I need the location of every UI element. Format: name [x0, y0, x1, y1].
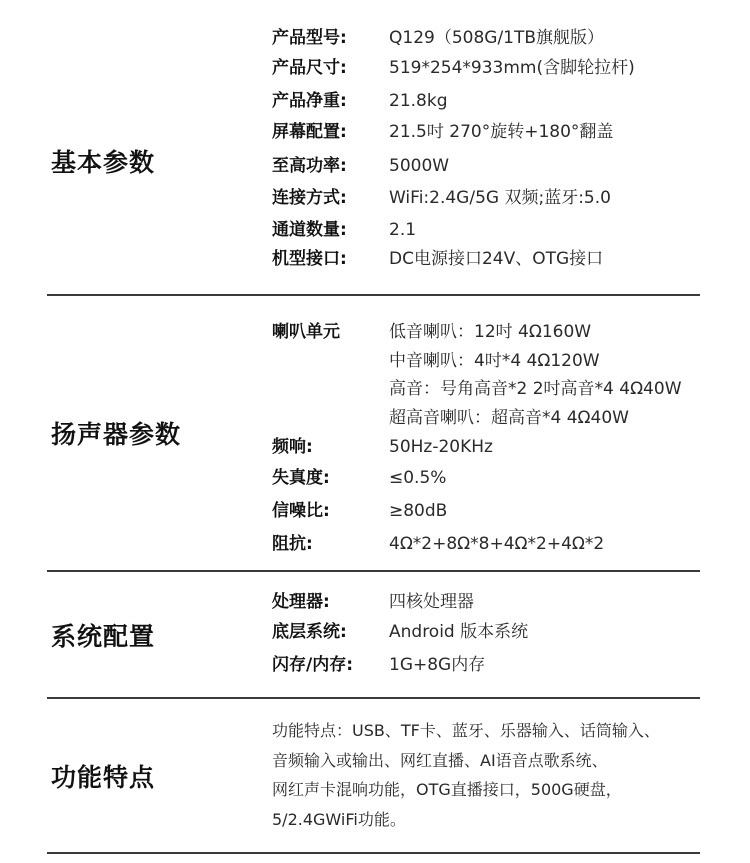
section-divider [47, 570, 700, 572]
features-line: 功能特点：USB、TF卡、蓝牙、乐器输入、话筒输入、 [272, 721, 660, 740]
spec-value: Q129（508G/1TB旗舰版） [389, 28, 605, 48]
spec-value: 四核处理器 [389, 592, 474, 612]
section-title-system: 系统配置 [51, 622, 156, 651]
spec-value: 中音喇叭：4吋*4 4Ω120W [389, 351, 600, 371]
section-title-basic: 基本参数 [51, 148, 156, 177]
spec-value: 21.5吋 270°旋转+180°翻盖 [389, 122, 614, 142]
spec-value: 2.1 [389, 220, 417, 240]
spec-label: 产品尺寸: [272, 58, 347, 78]
spec-value: 5000W [389, 156, 450, 176]
spec-value: 4Ω*2+8Ω*8+4Ω*2+4Ω*2 [389, 534, 605, 554]
features-line: 音频输入或输出、网红直播、AI语音点歌系统、 [272, 750, 608, 770]
spec-value: 高音：号角高音*2 2吋高音*4 4Ω40W [389, 379, 682, 399]
spec-label: 连接方式: [272, 188, 347, 208]
spec-value: 50Hz-20KHz [389, 437, 493, 457]
spec-value: 超高音喇叭：超高音*4 4Ω40W [389, 408, 629, 428]
spec-label: 信噪比: [272, 501, 330, 521]
features-line: 网红声卡混响功能，OTG直播接口，500G硬盘， [272, 780, 622, 799]
spec-label: 阻抗: [272, 534, 313, 554]
spec-label: 屏幕配置: [272, 122, 347, 142]
spec-value: ≤0.5% [389, 468, 447, 488]
section-title-speaker: 扬声器参数 [51, 420, 182, 449]
section-title-features: 功能特点 [51, 763, 156, 792]
features-paragraph [272, 716, 742, 834]
spec-value: DC电源接口24V、OTG接口 [389, 249, 604, 269]
spec-label: 闪存/内存: [272, 655, 354, 675]
spec-value: WiFi:2.4G/5G 双频;蓝牙:5.0 [389, 188, 611, 208]
spec-label: 至高功率: [272, 156, 347, 176]
spec-value: 21.8kg [389, 91, 448, 111]
spec-value: 低音喇叭：12吋 4Ω160W [389, 322, 592, 342]
spec-value: 519*254*933mm(含脚轮拉杆) [389, 58, 635, 78]
spec-label: 产品净重: [272, 91, 347, 111]
spec-value: Android 版本系统 [389, 622, 529, 642]
spec-label: 失真度: [272, 468, 330, 488]
spec-label: 处理器: [272, 592, 330, 612]
spec-label: 通道数量: [272, 220, 347, 240]
spec-label: 产品型号: [272, 28, 347, 48]
section-divider [47, 697, 700, 699]
section-divider [47, 294, 700, 296]
spec-value: ≥80dB [389, 501, 448, 521]
section-divider [47, 852, 700, 854]
features-line: 5/2.4GWiFi功能。 [272, 809, 406, 829]
spec-value: 1G+8G内存 [389, 655, 486, 675]
spec-label: 喇叭单元 [272, 322, 340, 342]
spec-label: 频响: [272, 437, 313, 457]
spec-label: 机型接口: [272, 249, 347, 269]
spec-label: 底层系统: [272, 622, 347, 642]
